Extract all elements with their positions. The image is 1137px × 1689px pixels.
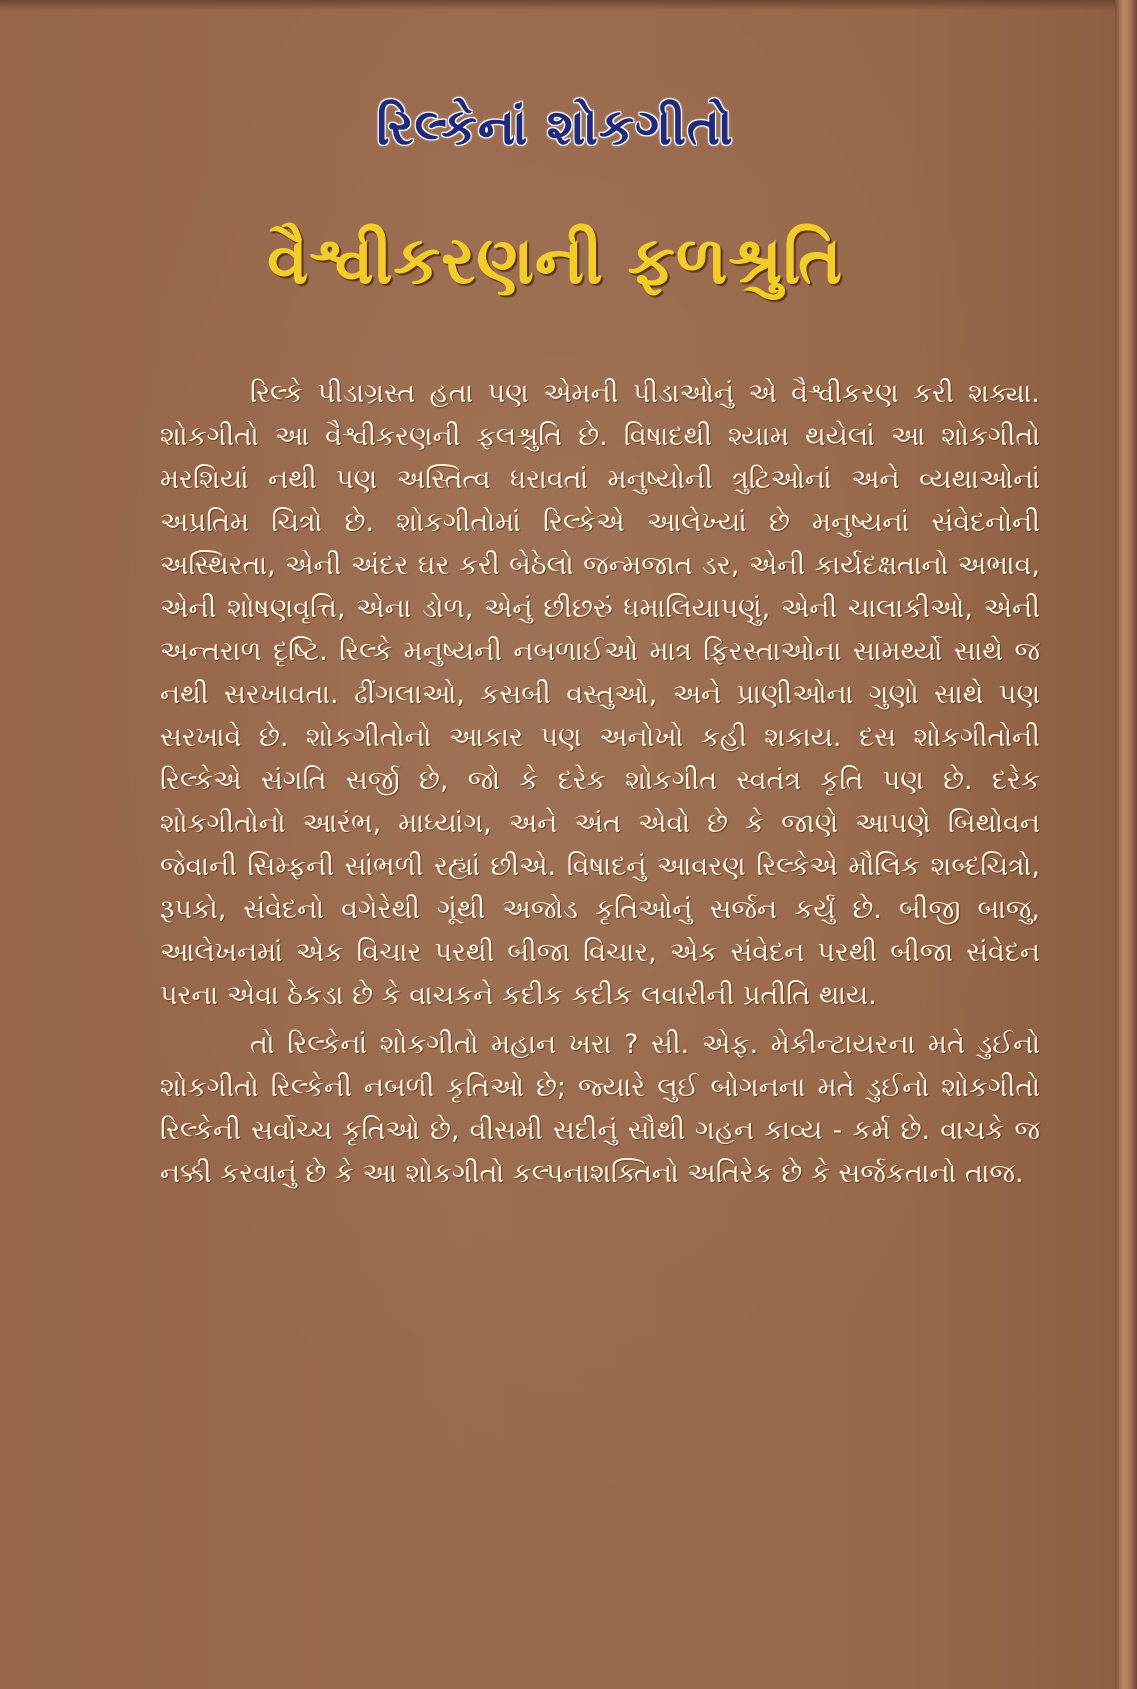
blurb-paragraph-2: તો રિલ્કેનાં શોકગીતો મહાન ખરા ? સી. એફ. મેકીન્ટાયરના મતે ડુઈનો શોકગીતો રિલ્કેની નબળી કૃતિઓ છે; જ્યારે લુઈ બોગનના મતે ડુઈનો શોકગીતો રિલ્કેની સર્વોચ્ચ કૃતિઓ છે, વીસમી સદીનું સૌથી ગહન કાવ્ય - કર્મ છે. વાચકે જ નક્કી કરવાનું છે કે આ શોકગીતો કલ્પનાશક્તિનો અતિરેક છે કે સર્જકતાનો તાજ.	[160, 1029, 1040, 1189]
series-title: રિલ્કેનાં શોકગીતો	[376, 98, 734, 156]
blurb-paragraph-1: રિલ્કે પીડાગ્રસ્ત હતા પણ એમની પીડાઓનું એ વૈશ્વીકરણ કરી શક્યા. શોકગીતો આ વૈશ્વીકરણની ફલશ્રુતિ છે. વિષાદથી શ્યામ થયેલાં આ શોકગીતો મરશિયાં નથી પણ અસ્તિત્વ ધરાવતાં મનુષ્યોની ત્રુટિઓનાં અને વ્યથાઓનાં અપ્રતિમ ચિત્રો છે. શોકગીતોમાં રિલ્કેએ આલેખ્યાં છે મનુષ્યનાં સંવેદનોની અસ્થિરતા, એની અંદર ઘર કરી બેઠેલો જન્મજાત ડર, એની કાર્યદક્ષતાનો અભાવ, એની શોષણવૃત્તિ, એના ડોળ, એનું છીછરું ધમાલિયાપણું, એની ચાલાકીઓ, એની અન્તરાળ દૃષ્ટિ. રિલ્કે મનુષ્યની નબળાઈઓ માત્ર ફિરસ્તાઓના સામર્થ્યો સાથે જ નથી સરખાવતા. ઢીંગલાઓ, કસબી વસ્તુઓ, અને પ્રાણીઓના ગુણો સાથે પણ સરખાવે છે. શોકગીતોનો આકાર પણ અનોખો કહી શકાય. દસ શોકગીતોની રિલ્કેએ સંગતિ સર્જી છે, જો કે દરેક શોકગીત સ્વતંત્ર કૃતિ પણ છે. દરેક શોકગીતોનો આરંભ, માધ્યાંગ, અને અંત એવો છે કે જાણે આપણે બિથોવન જેવાની સિમ્ફની સાંભળી રહ્યાં છીએ. વિષાદનું આવરણ રિલ્કેએ મૌલિક શબ્દચિત્રો, રૂપકો, સંવેદનો વગેરેથી ગૂંથી અજોડ કૃતિઓનું સર્જન કર્યું છે. બીજી બાજુ, આલેખનમાં એક વિચાર પરથી બીજા વિચાર, એક સંવેદન પરથી બીજા સંવેદન પરના એવા ઠેકડા છે કે વાચકને કદીક કદીક લવારીની પ્રતીતિ થાય.	[160, 378, 1040, 1011]
cover-spine-edge	[1115, 0, 1137, 1689]
blurb-text	[160, 372, 1040, 1195]
main-title: વૈશ્વીકરણની ફળશ્રુતિ	[267, 222, 843, 299]
cover-top-edge	[0, 0, 1137, 10]
